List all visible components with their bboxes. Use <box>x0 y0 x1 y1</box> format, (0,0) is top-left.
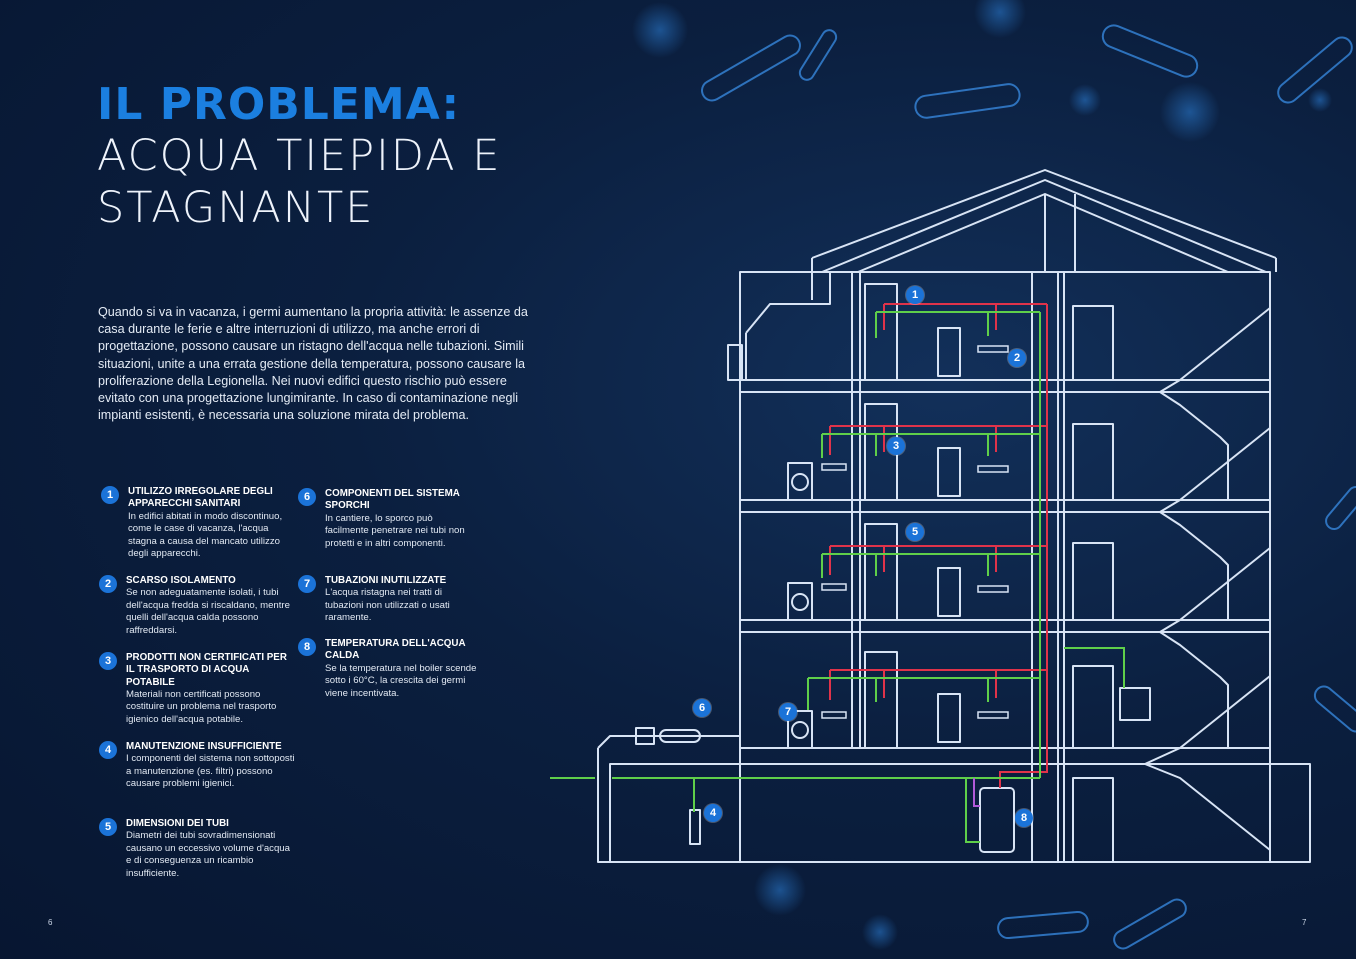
number-badge: 1 <box>101 486 119 504</box>
title-line-2: STAGNANTE <box>97 183 375 233</box>
page-number-right: 7 <box>1302 918 1307 927</box>
marker-7: 7 <box>779 703 797 721</box>
title-line-1: ACQUA TIEPIDA E <box>97 131 502 181</box>
item-text: L'acqua ristagna nei tratti di tubazioni non utilizzati o usati raramente. <box>325 587 450 624</box>
number-badge: 7 <box>298 575 316 593</box>
item-title: TUBAZIONI INUTILIZZATE <box>325 575 447 586</box>
item-title: DIMENSIONI DEI TUBI <box>126 818 229 829</box>
item-title: TEMPERATURA DELL'ACQUA CALDA <box>325 638 466 662</box>
item-text: Materiali non certificati possono costituire un problema nel trasporto igienico dell'acqua potabile. <box>126 688 277 726</box>
item-text: Diametri dei tubi sovradimensionati causano un eccessivo volume d'acqua e di conseguenza un ricambio insufficiente. <box>126 830 290 880</box>
number-badge: 3 <box>99 652 117 670</box>
item-title: SCARSO ISOLAMENTO <box>126 575 236 586</box>
number-badge: 6 <box>298 488 316 506</box>
item-title: MANUTENZIONE INSUFFICIENTE <box>126 741 282 752</box>
marker-3: 3 <box>887 437 905 455</box>
item-title: COMPONENTI DEL SISTEMA SPORCHI <box>325 488 460 512</box>
number-badge: 5 <box>99 818 117 836</box>
number-badge: 8 <box>298 638 316 656</box>
title-accent: IL PROBLEMA: <box>97 79 461 130</box>
number-badge: 2 <box>99 575 117 593</box>
marker-5: 5 <box>906 523 924 541</box>
page-number-left: 6 <box>48 918 53 927</box>
item-title: PRODOTTI NON CERTIFICATI PER IL TRASPORTO DI ACQUA POTABILE <box>126 652 287 688</box>
item-text: In edifici abitati in modo discontinuo, come le case di vacanza, l'acqua stagna a causa del mancato utilizzo degli apparecchi. <box>128 510 283 560</box>
marker-2: 2 <box>1008 349 1026 367</box>
item-title: UTILIZZO IRREGOLARE DEGLI APPARECCHI SANITARI <box>128 486 273 510</box>
item-text: Se la temperatura nel boiler scende sotto i 60°C, la crescita dei germi viene incentivata. <box>325 662 477 699</box>
number-badge: 4 <box>99 741 117 759</box>
item-text: Se non adeguatamente isolati, i tubi dell'acqua fredda si riscaldano, mentre quelli dell'acqua calda possono raffreddarsi. <box>126 587 290 637</box>
marker-4: 4 <box>704 804 722 822</box>
marker-6: 6 <box>693 699 711 717</box>
intro-paragraph: Quando si va in vacanza, i germi aumentano la propria attività: le assenze da casa durante le ferie e altre interruzioni di utilizzo, ma anche errori di progettazione, possono causare un ristagno dell'acqua nelle tubazioni. Simili situazioni, unite a una errata gestione della temperatura, possono causare la proliferazione della Legionella. Nei nuovi edifici questo rischio può essere evitato con una progettazione lungimirante. In caso di contaminazione negli impianti esistenti, è necessaria una soluzione mirata del problema. <box>98 305 528 423</box>
marker-8: 8 <box>1015 809 1033 827</box>
item-text: In cantiere, lo sporco può facilmente penetrare nei tubi non protetti e in altri componenti. <box>325 512 465 549</box>
item-text: I componenti del sistema non sottoposti a manutenzione (es. filtri) possono causare problemi igienici. <box>126 753 295 790</box>
marker-1: 1 <box>906 286 924 304</box>
